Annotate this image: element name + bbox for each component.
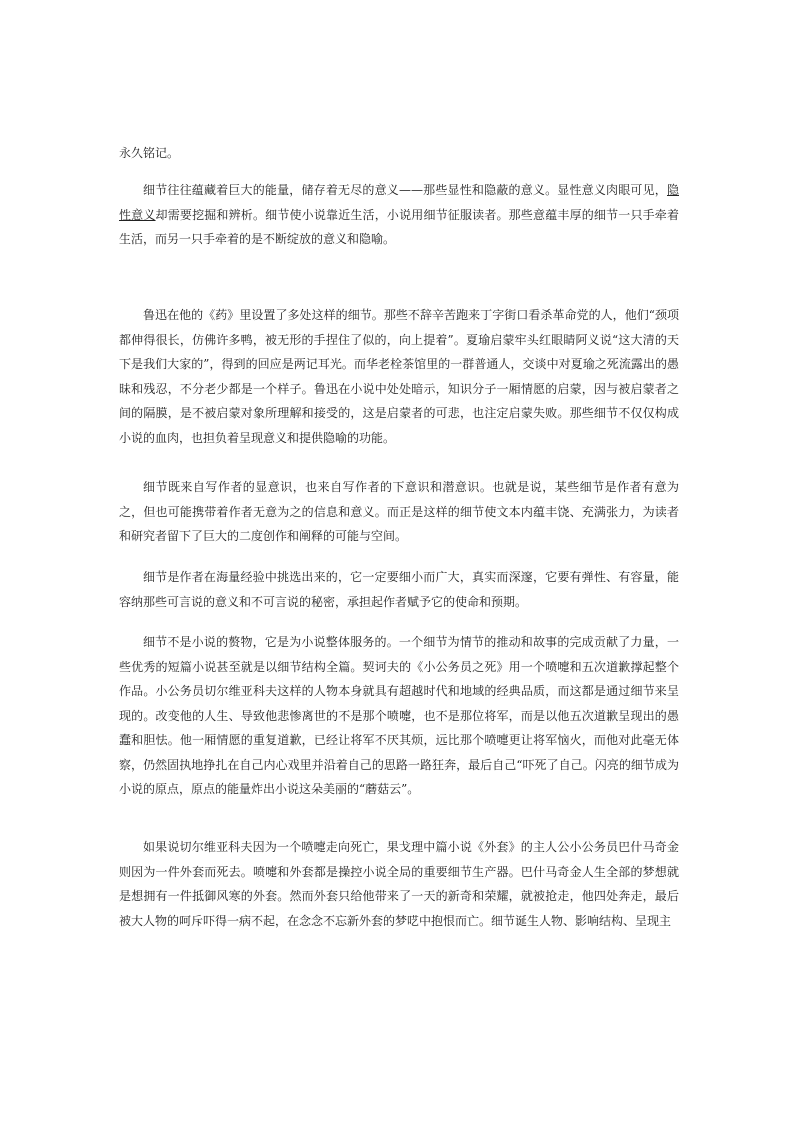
underlined-term: 隐性意义 (119, 183, 679, 222)
paragraph-6: 如果说切尔维亚科夫因为一个喷嚏走向死亡，果戈理中篇小说《外套》的主人公小公务员巴什马奇金则因为一件外套而死去。喷嚏和外套都是操控小说全局的重要细节生产器。巴什马奇金人生全部的梦想就是想拥有一件抵御风寒的外套。然而外套只给他带来了一天的新奇和荣耀，就被抢走，他四处奔走，最后被大人物的呵斥吓得一病不起，在念念不忘新外套的梦呓中抱恨而亡。细节诞生人物、影响结构、呈现主 (119, 840, 679, 928)
paragraph-0: 永久铭记。 (119, 146, 180, 160)
paragraph-1 (119, 178, 679, 252)
paragraph-2: 鲁迅在他的《药》里设置了多处这样的细节。那些不辞辛苦跑来丁字街口看杀革命党的人，他们“颈项都伸得很长，仿佛许多鸭，被无形的手捏住了似的，向上提着”。夏瑜启蒙牢头红眼睛阿义说“这大清的天下是我们大家的”，得到的回应是两记耳光。而华老栓茶馆里的一群普通人，交谈中对夏瑜之死流露出的愚昧和残忍，不分老少都是一个样子。鲁迅在小说中处处暗示，知识分子一厢情愿的启蒙，因与被启蒙者之间的隔膜，是不被启蒙对象所理解和接受的，这是启蒙者的可悲，也注定启蒙失败。那些细节不仅仅构成小说的血肉，也担负着呈现意义和提供隐喻的功能。 (119, 308, 679, 445)
paragraph-3: 细节既来自写作者的显意识，也来自写作者的下意识和潜意识。也就是说，某些细节是作者有意为之，但也可能携带着作者无意为之的信息和意义。而正是这样的细节使文本内蕴丰饶、充满张力，为读者和研究者留下了巨大的二度创作和阐释的可能与空间。 (119, 480, 679, 543)
paragraph-1-part-c: 却需要挖掘和辨析。细节使小说靠近生活，小说用细节征服读者。那些意蕴丰厚的细节一只手牵着生活，而另一只手牵着的是不断绽放的意义和隐喻。 (119, 207, 679, 246)
paragraph-1-part-a: 细节往往蕴藏着巨大的能量，储存着无尽的意义——那些显性和隐蔽的意义。显性意义肉眼可见， (143, 183, 667, 197)
paragraph-4: 细节是作者在海量经验中挑选出来的，它一定要细小而广大，真实而深邃，它要有弹性、有容量，能容纳那些可言说的意义和不可言说的秘密，承担起作者赋予它的使命和预期。 (119, 570, 679, 609)
paragraph-5: 细节不是小说的赘物，它是为小说整体服务的。一个细节为情节的推动和故事的完成贡献了力量，一些优秀的短篇小说甚至就是以细节结构全篇。契诃夫的《小公务员之死》用一个喷嚏和五次道歉撑起整个作品。小公务员切尔维亚科夫这样的人物本身就具有超越时代和地域的经典品质，而这都是通过细节来呈现的。改变他的人生、导致他悲惨离世的不是那个喷嚏，也不是那位将军，而是以他五次道歉呈现出的愚蠢和胆怯。他一厢情愿的重复道歉，已经让将军不厌其烦，远比那个喷嚏更让将军恼火，而他对此毫无体察，仍然固执地挣扎在自己内心戏里并沿着自己的思路一路狂奔，最后自己“吓死了自己。闪亮的细节成为小说的原点，原点的能量炸出小说这朵美丽的“蘑菇云”。 (119, 635, 679, 796)
